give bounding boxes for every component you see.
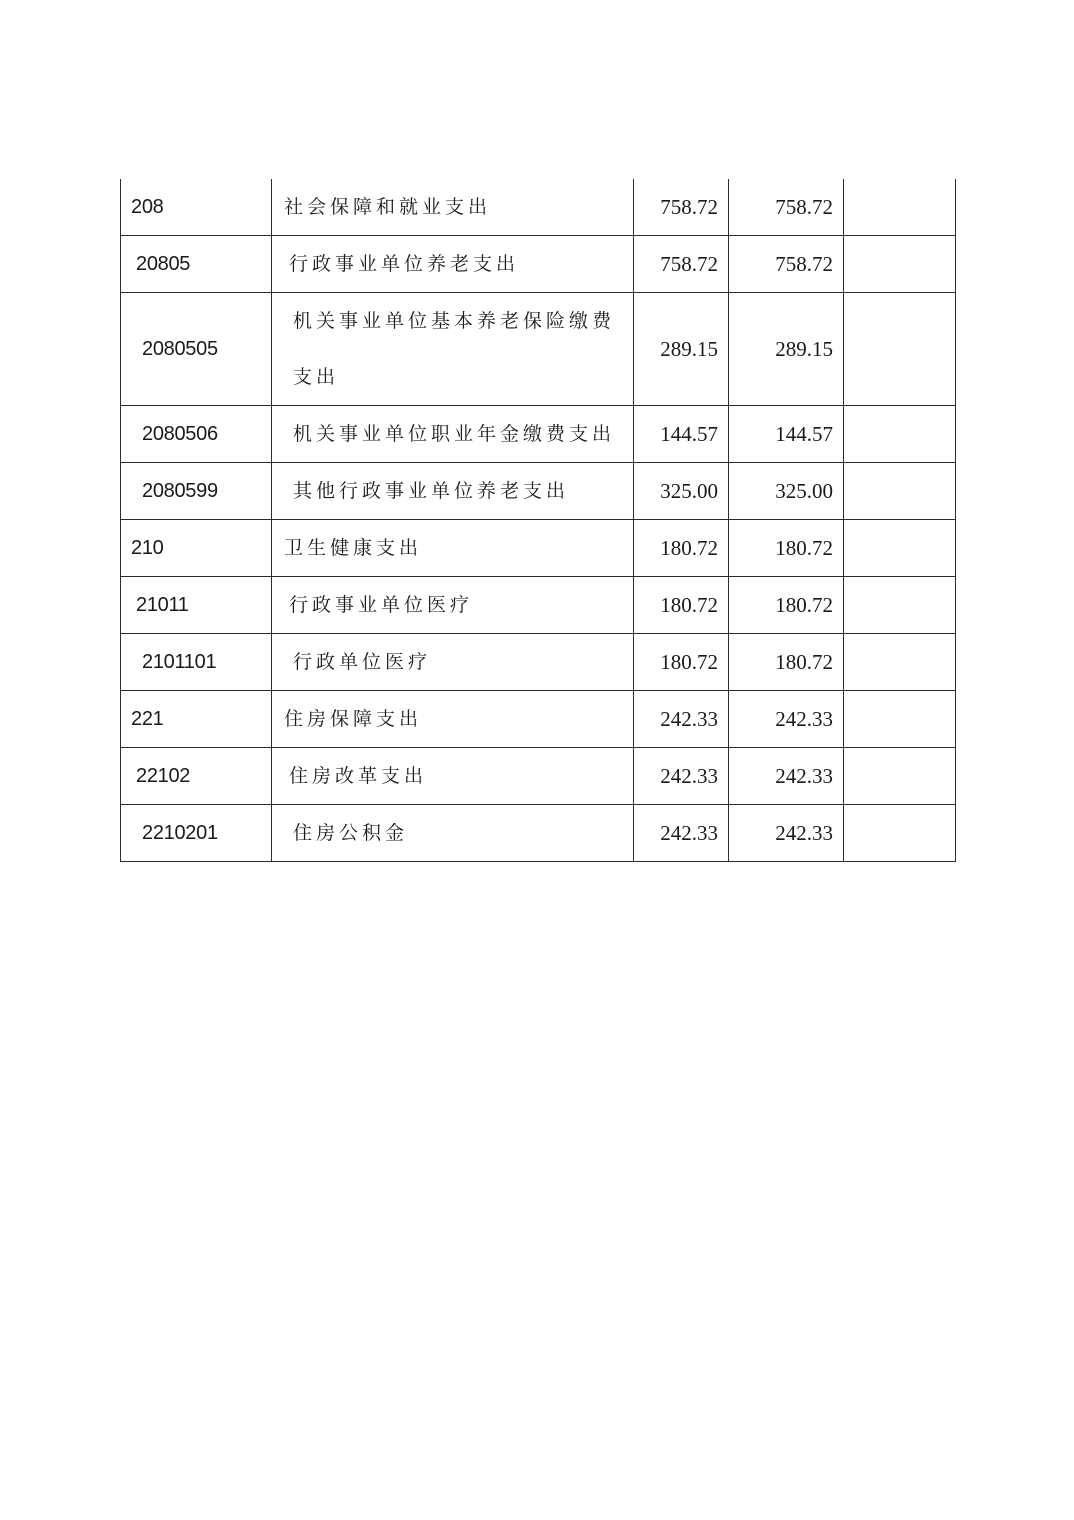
total-amount: 758.72 bbox=[634, 236, 729, 293]
project-amount bbox=[844, 293, 956, 406]
total-amount: 180.72 bbox=[634, 520, 729, 577]
table-row bbox=[121, 520, 956, 577]
subject-name: 机关事业单位职业年金缴费支出 bbox=[272, 406, 634, 463]
subject-name: 社会保障和就业支出 bbox=[272, 179, 634, 236]
basic-amount: 180.72 bbox=[729, 634, 844, 691]
subject-code: 2101101 bbox=[121, 634, 272, 691]
table-row bbox=[121, 236, 956, 293]
total-amount: 144.57 bbox=[634, 406, 729, 463]
project-amount bbox=[844, 634, 956, 691]
subject-code: 20805 bbox=[121, 236, 272, 293]
subject-name: 住房公积金 bbox=[272, 805, 634, 862]
subject-code: 2080506 bbox=[121, 406, 272, 463]
subject-code: 210 bbox=[121, 520, 272, 577]
expenditure-table bbox=[120, 179, 956, 862]
table-row bbox=[121, 577, 956, 634]
total-amount: 289.15 bbox=[634, 293, 729, 406]
total-amount: 242.33 bbox=[634, 748, 729, 805]
project-amount bbox=[844, 748, 956, 805]
subject-code: 2210201 bbox=[121, 805, 272, 862]
basic-amount: 144.57 bbox=[729, 406, 844, 463]
subject-name: 行政事业单位养老支出 bbox=[272, 236, 634, 293]
table-row bbox=[121, 406, 956, 463]
total-amount: 242.33 bbox=[634, 805, 729, 862]
project-amount bbox=[844, 577, 956, 634]
subject-code: 2080505 bbox=[121, 293, 272, 406]
subject-name: 卫生健康支出 bbox=[272, 520, 634, 577]
total-amount: 180.72 bbox=[634, 634, 729, 691]
basic-amount: 242.33 bbox=[729, 805, 844, 862]
basic-amount: 758.72 bbox=[729, 236, 844, 293]
subject-code: 208 bbox=[121, 179, 272, 236]
subject-name: 住房保障支出 bbox=[272, 691, 634, 748]
basic-amount: 180.72 bbox=[729, 577, 844, 634]
table-body bbox=[121, 179, 956, 862]
subject-name: 行政事业单位医疗 bbox=[272, 577, 634, 634]
basic-amount: 325.00 bbox=[729, 463, 844, 520]
subject-name: 机关事业单位基本养老保险缴费支出 bbox=[272, 293, 634, 406]
project-amount bbox=[844, 805, 956, 862]
total-amount: 758.72 bbox=[634, 179, 729, 236]
basic-amount: 289.15 bbox=[729, 293, 844, 406]
subject-name: 住房改革支出 bbox=[272, 748, 634, 805]
total-amount: 325.00 bbox=[634, 463, 729, 520]
subject-code: 22102 bbox=[121, 748, 272, 805]
subject-code: 2080599 bbox=[121, 463, 272, 520]
basic-amount: 242.33 bbox=[729, 691, 844, 748]
basic-amount: 242.33 bbox=[729, 748, 844, 805]
basic-amount: 758.72 bbox=[729, 179, 844, 236]
total-amount: 180.72 bbox=[634, 577, 729, 634]
table-row bbox=[121, 463, 956, 520]
subject-name: 其他行政事业单位养老支出 bbox=[272, 463, 634, 520]
project-amount bbox=[844, 691, 956, 748]
subject-name: 行政单位医疗 bbox=[272, 634, 634, 691]
project-amount bbox=[844, 406, 956, 463]
table-row bbox=[121, 179, 956, 236]
project-amount bbox=[844, 236, 956, 293]
table-row bbox=[121, 293, 956, 406]
subject-code: 221 bbox=[121, 691, 272, 748]
table-row bbox=[121, 634, 956, 691]
basic-amount: 180.72 bbox=[729, 520, 844, 577]
project-amount bbox=[844, 179, 956, 236]
subject-code: 21011 bbox=[121, 577, 272, 634]
project-amount bbox=[844, 463, 956, 520]
total-amount: 242.33 bbox=[634, 691, 729, 748]
table-row bbox=[121, 748, 956, 805]
table-row bbox=[121, 805, 956, 862]
table-row bbox=[121, 691, 956, 748]
project-amount bbox=[844, 520, 956, 577]
